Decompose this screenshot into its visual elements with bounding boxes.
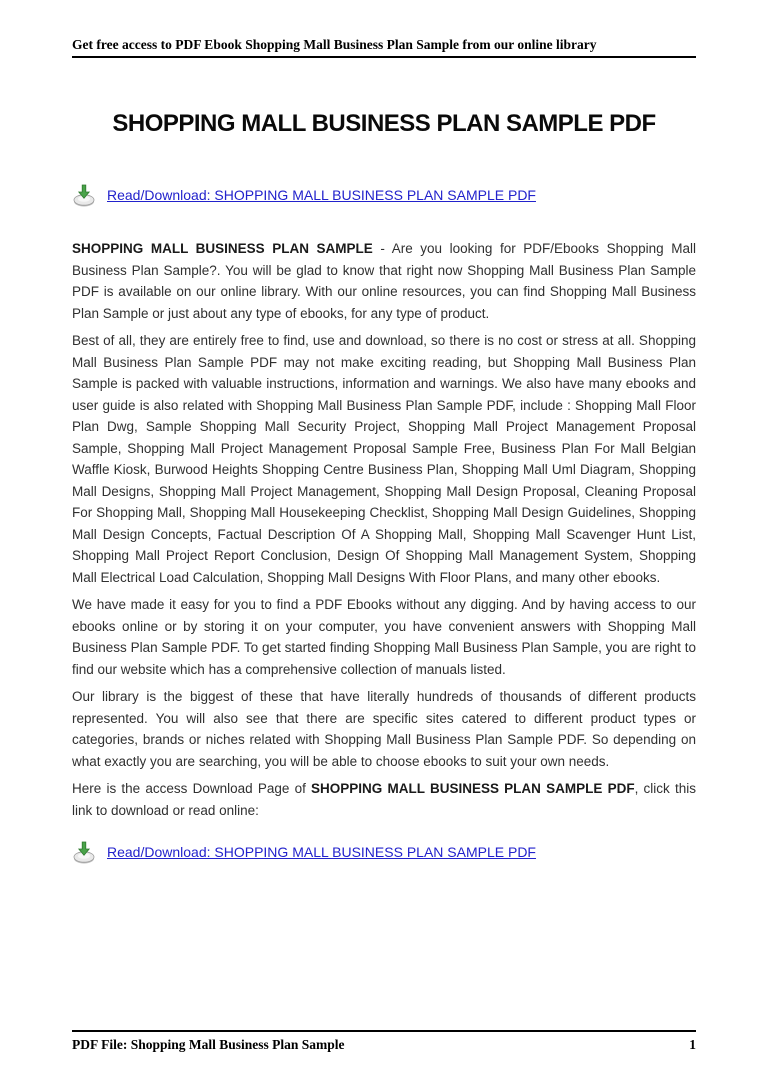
paragraph-access-before: Here is the access Download Page of bbox=[72, 781, 312, 796]
page-header bbox=[72, 36, 696, 58]
footer-page-number: 1 bbox=[689, 1037, 696, 1052]
download-link-row-top bbox=[72, 182, 696, 208]
download-link-row-bottom bbox=[72, 839, 696, 865]
download-icon bbox=[72, 182, 96, 208]
read-download-link-top[interactable]: Read/Download: SHOPPING MALL BUSINESS PLAN SAMPLE PDF bbox=[107, 187, 536, 203]
paragraph-easy-to-find: We have made it easy for you to find a PDF Ebooks without any digging. And by having access to our ebooks online or by storing it on your computer, you have convenient answers with Shopping Mall Business Plan Sample PDF. To get started finding Shopping Mall Business Plan Sample, you are right to find our website which has a comprehensive collection of manuals listed. bbox=[72, 597, 696, 677]
paragraph-intro-text: - Are you looking for PDF/Ebooks Shopping Mall Business Plan Sample?. You will be glad to know that right now Shopping Mall Business Plan Sample PDF is available on our online library. With our online resources, you can find Shopping Mall Business Plan Sample or just about any type of ebooks, for any type of product. bbox=[72, 241, 697, 321]
read-download-link-bottom[interactable]: Read/Download: SHOPPING MALL BUSINESS PLAN SAMPLE PDF bbox=[107, 844, 536, 860]
header-text: Get free access to PDF Ebook Shopping Mall Business Plan Sample from our online library bbox=[72, 37, 597, 52]
document-title: SHOPPING MALL BUSINESS PLAN SAMPLE PDF bbox=[112, 110, 656, 137]
page-footer bbox=[72, 1030, 696, 1053]
footer-file-label: PDF File: Shopping Mall Business Plan Sample bbox=[72, 1037, 345, 1052]
download-icon bbox=[72, 839, 96, 865]
paragraph-access-download bbox=[72, 778, 696, 821]
paragraph-library-size: Our library is the biggest of these that have literally hundreds of thousands of different products represented. You will also see that there are specific sites catered to different product types or categories, brands or niches related with Shopping Mall Business Plan Sample PDF. So depending on what exactly you are searching, you will be able to choose ebooks to suit your own needs. bbox=[72, 689, 696, 769]
paragraph-intro bbox=[72, 238, 696, 324]
paragraph-related-ebooks: Best of all, they are entirely free to find, use and download, so there is no cost or stress at all. Shopping Mall Business Plan Sample PDF may not make exciting reading, but Shopping Mall Business Plan Sample is packed with valuable instructions, information and warnings. We also have many ebooks and user guide is also related with Shopping Mall Business Plan Sample PDF, include : Shopping Mall Floor Plan Dwg, Sample Shopping Mall Security Project, Shopping Mall Project Management Proposal Sample, Shopping Mall Project Management Proposal Sample Free, Business Plan For Mall Belgian Waffle Kiosk, Burwood Heights Shopping Centre Business Plan, Shopping Mall Uml Diagram, Shopping Mall Designs, Shopping Mall Project Management, Shopping Mall Design Proposal, Cleaning Proposal For Shopping Mall, Shopping Mall Housekeeping Checklist, Shopping Mall Design Guidelines, Shopping Mall Design Concepts, Factual Description Of A Shopping Mall, Shopping Mall Scavenger Hunt List, Shopping Mall Project Report Conclusion, Design Of Shopping Mall Management System, Shopping Mall Electrical Load Calculation, Shopping Mall Designs With Floor Plans, and many other ebooks. bbox=[72, 333, 696, 585]
paragraph-access-bold: SHOPPING MALL BUSINESS PLAN SAMPLE PDF bbox=[311, 781, 635, 796]
paragraph-access-after: , click this link to download or read online: bbox=[72, 781, 697, 818]
paragraph-intro-bold-lead: SHOPPING MALL BUSINESS PLAN SAMPLE bbox=[72, 241, 373, 256]
